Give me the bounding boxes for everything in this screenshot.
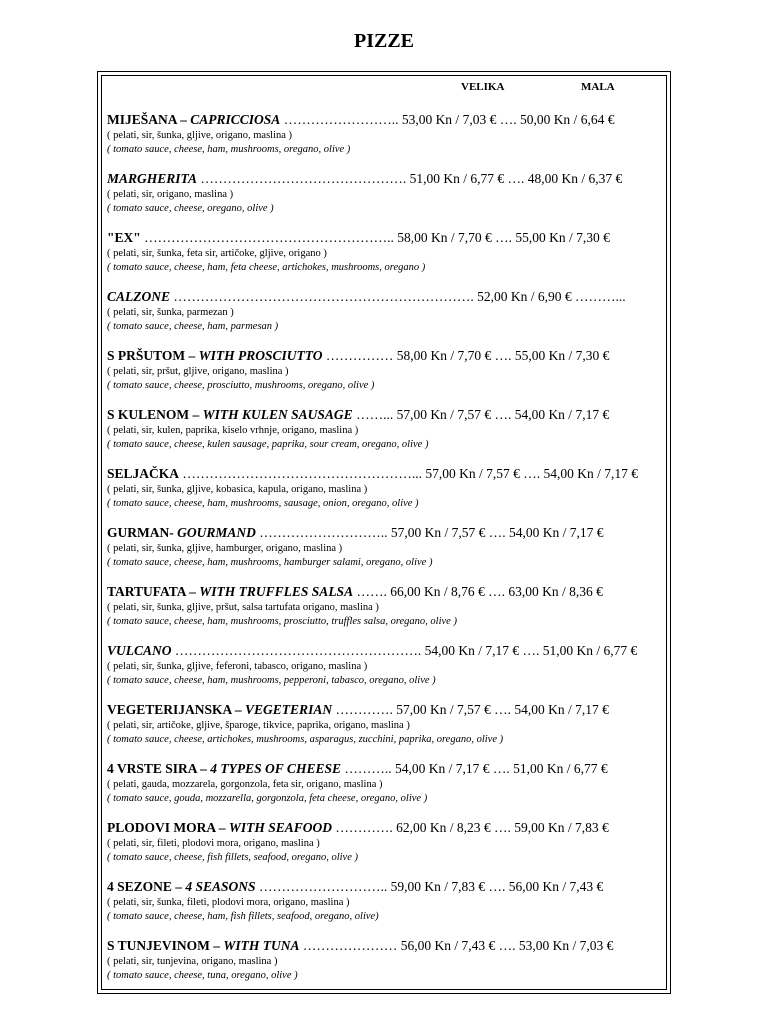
ingredients-english: ( tomato sauce, cheese, fish fillets, seafood, oregano, olive ) — [107, 852, 358, 863]
price-separator: …. — [494, 702, 511, 717]
list-item — [107, 583, 661, 642]
pizza-line — [107, 583, 661, 601]
price-separator: …. — [492, 761, 510, 776]
list-item — [107, 288, 661, 347]
price-small: 53,00 Kn / 7,03 € — [515, 938, 614, 953]
price-large: 56,00 Kn / 7,43 € — [397, 938, 499, 953]
ingredients-english: ( tomato sauce, cheese, ham, fish fillets, seafood, oregano, olive) — [107, 911, 379, 922]
pizza-name: VEGETERIJANSKA – — [107, 702, 246, 717]
ingredients-croatian: ( pelati, sir, tunjevina, origano, maslina ) — [107, 956, 278, 967]
pizza-name-english: WITH PROSCIUTTO — [198, 348, 323, 363]
price-separator: …. — [494, 820, 511, 835]
pizza-line — [107, 642, 661, 660]
list-item — [107, 524, 661, 583]
price-separator: …. — [507, 171, 525, 186]
pizza-name-english: WITH TRUFFLES SALSA — [199, 584, 354, 599]
ingredients-croatian: ( pelati, sir, šunka, parmezan ) — [107, 307, 234, 318]
ingredients-croatian: ( pelati, gauda, mozzarela, gorgonzola, feta sir, origano, maslina ) — [107, 779, 383, 790]
list-item — [107, 111, 661, 170]
price-large: 57,00 Kn / 7,57 € — [392, 702, 495, 717]
ingredients-croatian: ( pelati, sir, šunka, gljive, kobasica, kapula, origano, maslina ) — [107, 484, 368, 495]
pizza-list — [107, 111, 661, 996]
leader-dots: ………………… — [299, 938, 398, 953]
pizza-line — [107, 170, 661, 188]
pizza-line — [107, 406, 661, 424]
leader-dots: …………. — [332, 820, 393, 835]
pizza-name-english: CAPRICCIOSA — [190, 112, 281, 127]
ingredients-english: ( tomato sauce, cheese, ham, mushrooms, pepperoni, tabasco, oregano, olive ) — [107, 675, 436, 686]
pizza-name-english: VULCANO — [107, 643, 172, 658]
ingredients-english: ( tomato sauce, cheese, oregano, olive ) — [107, 203, 274, 214]
price-large: 58,00 Kn / 7,70 € — [393, 230, 496, 245]
pizza-name: MIJEŠANA – — [107, 112, 191, 127]
leader-dots: …………. — [332, 702, 393, 717]
price-small: 54,00 Kn / 7,17 € — [505, 525, 604, 540]
price-large: 58,00 Kn / 7,70 € — [393, 348, 495, 363]
price-small: 51,00 Kn / 6,77 € — [539, 643, 638, 658]
leader-dots: ……………………………………………….. — [140, 230, 394, 245]
price-small: 63,00 Kn / 8,36 € — [504, 584, 603, 599]
price-large: 54,00 Kn / 7,17 € — [421, 643, 523, 658]
column-header-small: MALA — [581, 81, 615, 93]
pizza-name: 4 VRSTE SIRA – — [107, 761, 211, 776]
pizza-name-english: WITH TUNA — [223, 938, 300, 953]
ingredients-croatian: ( pelati, sir, kulen, paprika, kiselo vrhnje, origano, maslina ) — [107, 425, 359, 436]
ingredients-croatian: ( pelati, sir, origano, maslina ) — [107, 189, 234, 200]
column-header-large: VELIKA — [461, 81, 505, 93]
price-separator: ………. — [575, 289, 619, 304]
pizza-name-english: VEGETERIAN — [245, 702, 333, 717]
leader-dots: ……... — [352, 407, 394, 422]
list-item — [107, 170, 661, 229]
pizza-name: 4 SEZONE – — [107, 879, 186, 894]
price-separator: …. — [499, 112, 517, 127]
ingredients-english: ( tomato sauce, cheese, ham, parmesan ) — [107, 321, 279, 332]
list-item — [107, 347, 661, 406]
ingredients-croatian: ( pelati, sir, šunka, feta sir, artičoke, gljive, origano ) — [107, 248, 327, 259]
ingredients-english: ( tomato sauce, cheese, kulen sausage, paprika, sour cream, oregano, olive ) — [107, 439, 429, 450]
price-separator: …. — [522, 643, 540, 658]
price-small: 54,00 Kn / 7,17 € — [511, 407, 610, 422]
pizza-name: PLODOVI MORA – — [107, 820, 229, 835]
ingredients-english: ( tomato sauce, cheese, ham, mushrooms, oregano, olive ) — [107, 144, 351, 155]
price-small: 59,00 Kn / 7,83 € — [510, 820, 609, 835]
price-small: 54,00 Kn / 7,17 € — [540, 466, 639, 481]
price-large: 53,00 Kn / 7,03 € — [398, 112, 500, 127]
price-large: 57,00 Kn / 7,57 € — [387, 525, 489, 540]
price-small: 55,00 Kn / 7,30 € — [511, 348, 610, 363]
pizza-line — [107, 819, 661, 837]
ingredients-english: ( tomato sauce, cheese, ham, mushrooms, hamburger salami, oregano, olive ) — [107, 557, 433, 568]
ingredients-english: ( tomato sauce, cheese, ham, mushrooms, prosciutto, truffles salsa, oregano, olive ) — [107, 616, 457, 627]
price-separator: …. — [523, 466, 541, 481]
pizza-line — [107, 701, 661, 719]
pizza-line — [107, 229, 661, 247]
ingredients-english: ( tomato sauce, cheese, ham, feta cheese, artichokes, mushrooms, oregano ) — [107, 262, 426, 273]
ingredients-croatian: ( pelati, sir, artičoke, gljive, šparoge, tikvice, paprika, origano, maslina ) — [107, 720, 410, 731]
ingredients-english: ( tomato sauce, cheese, prosciutto, mushrooms, oregano, olive ) — [107, 380, 375, 391]
pizza-line — [107, 760, 661, 778]
price-small: 55,00 Kn / 7,30 € — [512, 230, 610, 245]
ingredients-croatian: ( pelati, sir, šunka, gljive, hamburger, origano, maslina ) — [107, 543, 343, 554]
pizza-line — [107, 288, 661, 306]
price-large: 54,00 Kn / 7,17 € — [391, 761, 493, 776]
price-small: 51,00 Kn / 6,77 € — [509, 761, 608, 776]
price-small: 48,00 Kn / 6,37 € — [524, 171, 623, 186]
pizza-line — [107, 347, 661, 365]
page-title: PIZZE — [353, 30, 415, 52]
leader-dots: ………………………………………. — [197, 171, 407, 186]
ingredients-croatian: ( pelati, sir, šunka, gljive, feferoni, tabasco, origano, maslina ) — [107, 661, 368, 672]
price-separator: …. — [494, 348, 512, 363]
pizza-name-english: WITH KULEN SAUSAGE — [202, 407, 353, 422]
price-small: 50,00 Kn / 6,64 € — [516, 112, 615, 127]
leader-dots: ……….. — [340, 761, 392, 776]
pizza-line — [107, 524, 661, 542]
leader-dots: …………… — [322, 348, 394, 363]
list-item — [107, 701, 661, 760]
ingredients-english: ( tomato sauce, gouda, mozzarella, gorgonzola, feta cheese, oregano, olive ) — [107, 793, 428, 804]
list-item — [107, 819, 661, 878]
leader-dots: ……………………………………………... — [179, 466, 423, 481]
leader-dots: ………………………………………………. — [171, 643, 422, 658]
pizza-name: S PRŠUTOM – — [107, 348, 199, 363]
pizza-name: "EX" — [107, 230, 141, 245]
price-separator: …. — [488, 879, 506, 894]
pizza-name-english: GOURMAND — [177, 525, 256, 540]
ingredients-croatian: ( pelati, sir, šunka, gljive, pršut, salsa tartufata origano, maslina ) — [107, 602, 379, 613]
price-large: 57,00 Kn / 7,57 € — [393, 407, 495, 422]
pizza-name-english: WITH SEAFOOD — [228, 820, 333, 835]
price-separator: …. — [488, 525, 506, 540]
ingredients-english: ( tomato sauce, cheese, tuna, oregano, olive ) — [107, 970, 298, 981]
leader-dots: ……………………….. — [255, 525, 388, 540]
price-separator: …. — [498, 938, 516, 953]
price-large: 62,00 Kn / 8,23 € — [392, 820, 495, 835]
ingredients-croatian: ( pelati, sir, šunka, gljive, origano, maslina ) — [107, 130, 293, 141]
price-large: 52,00 Kn / 6,90 € — [473, 289, 576, 304]
ingredients-english: ( tomato sauce, cheese, artichokes, mushrooms, asparagus, zucchini, paprika, oregano, olive ) — [107, 734, 504, 745]
pizza-name-english: 4 TYPES OF CHEESE — [210, 761, 341, 776]
list-item — [107, 937, 661, 996]
ingredients-croatian: ( pelati, sir, šunka, fileti, plodovi mora, origano, maslina ) — [107, 897, 350, 908]
leader-dots: ……. — [353, 584, 387, 599]
pizza-name-english: MARGHERITA — [107, 171, 198, 186]
leader-dots: …………………………………………………………. — [170, 289, 474, 304]
pizza-name: S TUNJEVINOM – — [107, 938, 224, 953]
price-separator: …. — [495, 230, 512, 245]
pizza-name-english: 4 SEASONS — [185, 879, 256, 894]
list-item — [107, 642, 661, 701]
pizza-name: SELJAČKA — [107, 466, 180, 481]
leader-dots: …………………….. — [280, 112, 399, 127]
ingredients-english: ( tomato sauce, cheese, ham, mushrooms, sausage, onion, oregano, olive ) — [107, 498, 419, 509]
price-large: 59,00 Kn / 7,83 € — [387, 879, 489, 894]
pizza-name: TARTUFATA – — [107, 584, 200, 599]
price-large: 66,00 Kn / 8,76 € — [386, 584, 489, 599]
price-large: 51,00 Kn / 6,77 € — [406, 171, 508, 186]
list-item — [107, 229, 661, 288]
pizza-name-english: CALZONE — [107, 289, 171, 304]
list-item — [107, 878, 661, 937]
list-item — [107, 760, 661, 819]
ingredients-croatian: ( pelati, sir, fileti, plodovi mora, origano, maslina ) — [107, 838, 320, 849]
pizza-name: GURMAN- — [107, 525, 178, 540]
pizza-name: S KULENOM – — [107, 407, 203, 422]
ingredients-croatian: ( pelati, sir, pršut, gljive, origano, maslina ) — [107, 366, 289, 377]
price-small: 54,00 Kn / 7,17 € — [510, 702, 609, 717]
price-large: 57,00 Kn / 7,57 € — [422, 466, 524, 481]
price-small: 56,00 Kn / 7,43 € — [505, 879, 604, 894]
leader-dots: ……………………….. — [255, 879, 388, 894]
pizza-line — [107, 111, 661, 129]
pizza-line — [107, 937, 661, 955]
price-separator: …. — [494, 407, 512, 422]
list-item — [107, 465, 661, 524]
pizza-line — [107, 465, 661, 483]
price-small: .. — [618, 289, 626, 304]
pizza-line — [107, 878, 661, 896]
price-separator: …. — [488, 584, 505, 599]
list-item — [107, 406, 661, 465]
